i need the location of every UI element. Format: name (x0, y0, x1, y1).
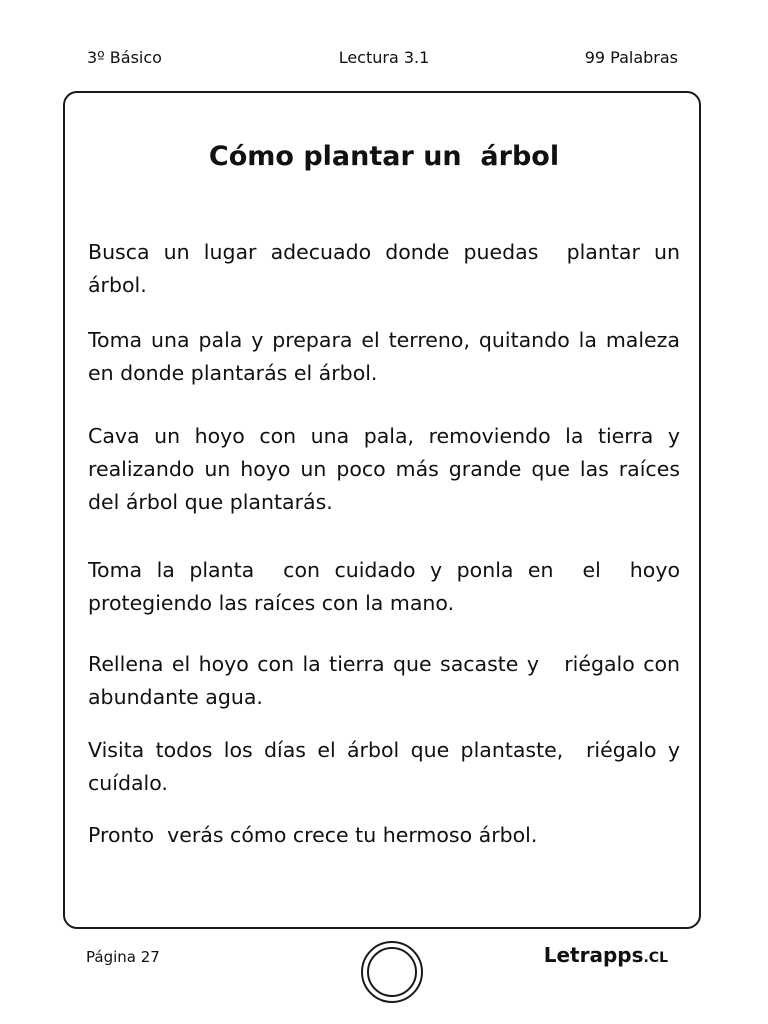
paragraph-6: Visita todos los días el árbol que plantaste, riégalo y cuídalo. (88, 738, 687, 795)
home-button[interactable] (361, 941, 423, 1003)
paragraph-3: Cava un hoyo con una pala, removiendo la tierra y realizando un hoyo un poco más grande que las raíces del árbol que plantarás. (88, 424, 687, 514)
brand-name: Letrapps (543, 943, 644, 967)
brand-suffix: .CL (643, 950, 668, 966)
home-button-ring-icon (367, 947, 417, 997)
paragraph-4: Toma la planta con cuidado y ponla en el hoyo protegiendo las raíces con la mano. (88, 558, 687, 615)
paragraph-7: Pronto verás cómo crece tu hermoso árbol. (88, 823, 538, 847)
paragraph-5: Rellena el hoyo con la tierra que sacaste y riégalo con abundante agua. (88, 652, 687, 709)
paragraph-2: Toma una pala y prepara el terreno, quitando la maleza en donde plantarás el árbol. (88, 328, 687, 385)
grade-label: 3º Básico (87, 48, 162, 67)
page-number: Página 27 (86, 948, 160, 966)
brand-logo (544, 942, 668, 971)
paragraph-1: Busca un lugar adecuado donde puedas plantar un árbol. (88, 240, 687, 297)
word-count: 99 Palabras (584, 48, 678, 67)
reading-number: Lectura 3.1 (338, 48, 430, 67)
reading-title: Cómo plantar un árbol (208, 141, 560, 172)
